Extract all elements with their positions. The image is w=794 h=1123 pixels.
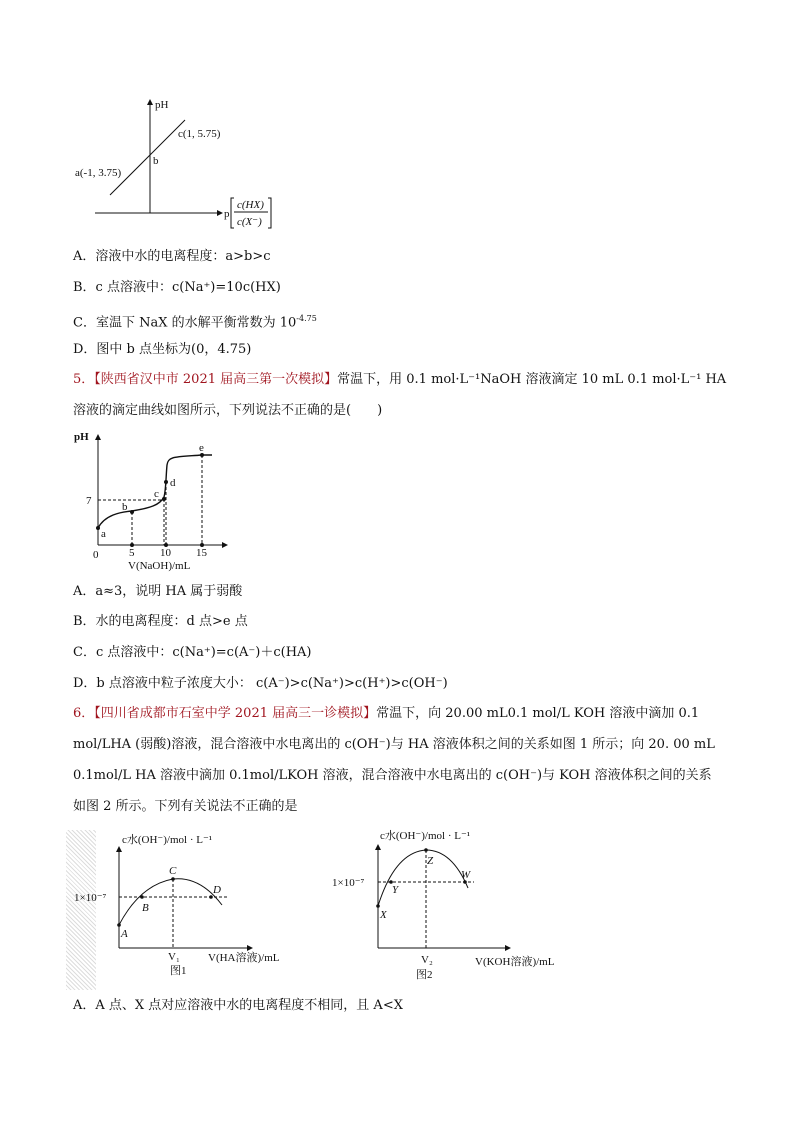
x-tick: 5 bbox=[129, 547, 135, 559]
point-c: c bbox=[154, 488, 159, 500]
q4-option-a: A．溶液中水的电离程度：a>b>c bbox=[73, 249, 271, 264]
y-label: pH bbox=[155, 99, 169, 111]
point-C: C bbox=[169, 865, 177, 877]
stem-text: 常温下，用 0.1 mol·L⁻¹NaOH 溶液滴定 10 mL 0.1 mol·L⁻¹ HA bbox=[337, 372, 727, 387]
y-label: c水(OH⁻)/mol · L⁻¹ bbox=[122, 834, 213, 846]
line-series bbox=[110, 120, 185, 195]
x-label: V(KOH溶液)/mL bbox=[475, 956, 555, 968]
caption: 图1 bbox=[170, 965, 187, 977]
point-b: b bbox=[122, 501, 128, 513]
point-Y: Y bbox=[392, 884, 399, 896]
y-label: c水(OH⁻)/mol · L⁻¹ bbox=[380, 830, 471, 842]
curve-1 bbox=[119, 879, 222, 925]
titration-figure bbox=[98, 435, 227, 545]
x-label-numerator: c(HX) bbox=[237, 199, 264, 211]
point-a: a bbox=[101, 528, 106, 540]
x-label: V(NaOH)/mL bbox=[128, 560, 191, 572]
q5-stem-line1 bbox=[73, 372, 726, 388]
x-label-denominator: c(X⁻) bbox=[237, 216, 262, 228]
point-b-label: b bbox=[153, 155, 159, 167]
figure-1 bbox=[119, 847, 252, 948]
q5-stem-line2: 溶液的滴定曲线如图所示，下列说法不正确的是( ) bbox=[73, 403, 383, 418]
stem-text: 常温下，向 20.00 mL0.1 mol/L KOH 溶液中滴加 0.1 bbox=[376, 706, 700, 721]
curve-2 bbox=[378, 850, 468, 906]
q5-option-d: D．b 点溶液中粒子浓度大小： c(A⁻)>c(Na⁺)>c(H⁺)>c(OH⁻) bbox=[73, 676, 448, 691]
q6-option-a: A．A 点、X 点对应溶液中水的电离程度不相同，且 A<X bbox=[73, 998, 403, 1013]
q6-stem-line4: 如图 2 所示。下列有关说法不正确的是 bbox=[73, 799, 298, 814]
option-text: C．室温下 NaX 的水解平衡常数为 10 bbox=[73, 315, 297, 331]
q6-stem-line2: mol/LHA (弱酸)溶液，混合溶液中水电离出的 c(OH⁻)与 HA 溶液体积之间的关系如图 1 所示；向 20. 00 mL bbox=[73, 737, 715, 752]
question-source: 【四川省成都市石室中学 2021 届高三一诊模拟】 bbox=[94, 706, 377, 721]
q5-option-a: A．a≈3，说明 HA 属于弱酸 bbox=[73, 584, 243, 599]
v1-label: V₁ bbox=[168, 951, 180, 963]
v2-label: V₂ bbox=[421, 954, 433, 966]
point-D: D bbox=[213, 884, 221, 896]
x-label: V(HA溶液)/mL bbox=[208, 952, 280, 964]
q5-option-c: C．c 点溶液中：c(Na⁺)=c(A⁻)＋c(HA) bbox=[73, 645, 312, 660]
ph-vs-p-figure bbox=[95, 100, 222, 213]
point-e: e bbox=[199, 442, 204, 454]
q4-option-c bbox=[73, 311, 317, 331]
x-tick: 0 bbox=[93, 549, 99, 561]
seven-label: 7 bbox=[86, 495, 92, 507]
q5-option-b: B．水的电离程度：d 点>e 点 bbox=[73, 614, 248, 629]
question-source: 【陕西省汉中市 2021 届高三第一次模拟】 bbox=[94, 372, 338, 387]
caption: 图2 bbox=[416, 969, 433, 981]
question-number: 5． bbox=[73, 372, 95, 387]
point-B: B bbox=[142, 902, 149, 914]
q6-stem-line1 bbox=[73, 706, 699, 722]
question-number: 6． bbox=[73, 706, 95, 721]
x-tick: 10 bbox=[160, 547, 171, 559]
point-X: X bbox=[380, 909, 387, 921]
x-tick: 15 bbox=[196, 547, 207, 559]
q6-stem-line3: 0.1mol/L HA 溶液中滴加 0.1mol/LKOH 溶液，混合溶液中水电离出的 c(OH⁻)与 KOH 溶液体积之间的关系 bbox=[73, 768, 712, 783]
point-Z: Z bbox=[427, 855, 434, 867]
figure-2 bbox=[378, 845, 510, 948]
level-label: 1×10⁻⁷ bbox=[74, 892, 107, 904]
q4-option-b: B．c 点溶液中：c(Na⁺)=10c(HX) bbox=[73, 280, 281, 295]
level-label: 1×10⁻⁷ bbox=[332, 877, 365, 889]
q4-option-d: D．图中 b 点坐标为(0，4.75) bbox=[73, 342, 252, 357]
point-A: A bbox=[121, 928, 128, 940]
point-d: d bbox=[170, 477, 176, 489]
point-a-label: a(-1, 3.75) bbox=[75, 167, 122, 179]
point-c-label: c(1, 5.75) bbox=[178, 128, 221, 140]
point-W: W bbox=[461, 869, 471, 881]
exponent: -4.75 bbox=[296, 314, 317, 323]
y-label: pH bbox=[74, 431, 89, 443]
x-label-prefix: p bbox=[224, 208, 230, 220]
